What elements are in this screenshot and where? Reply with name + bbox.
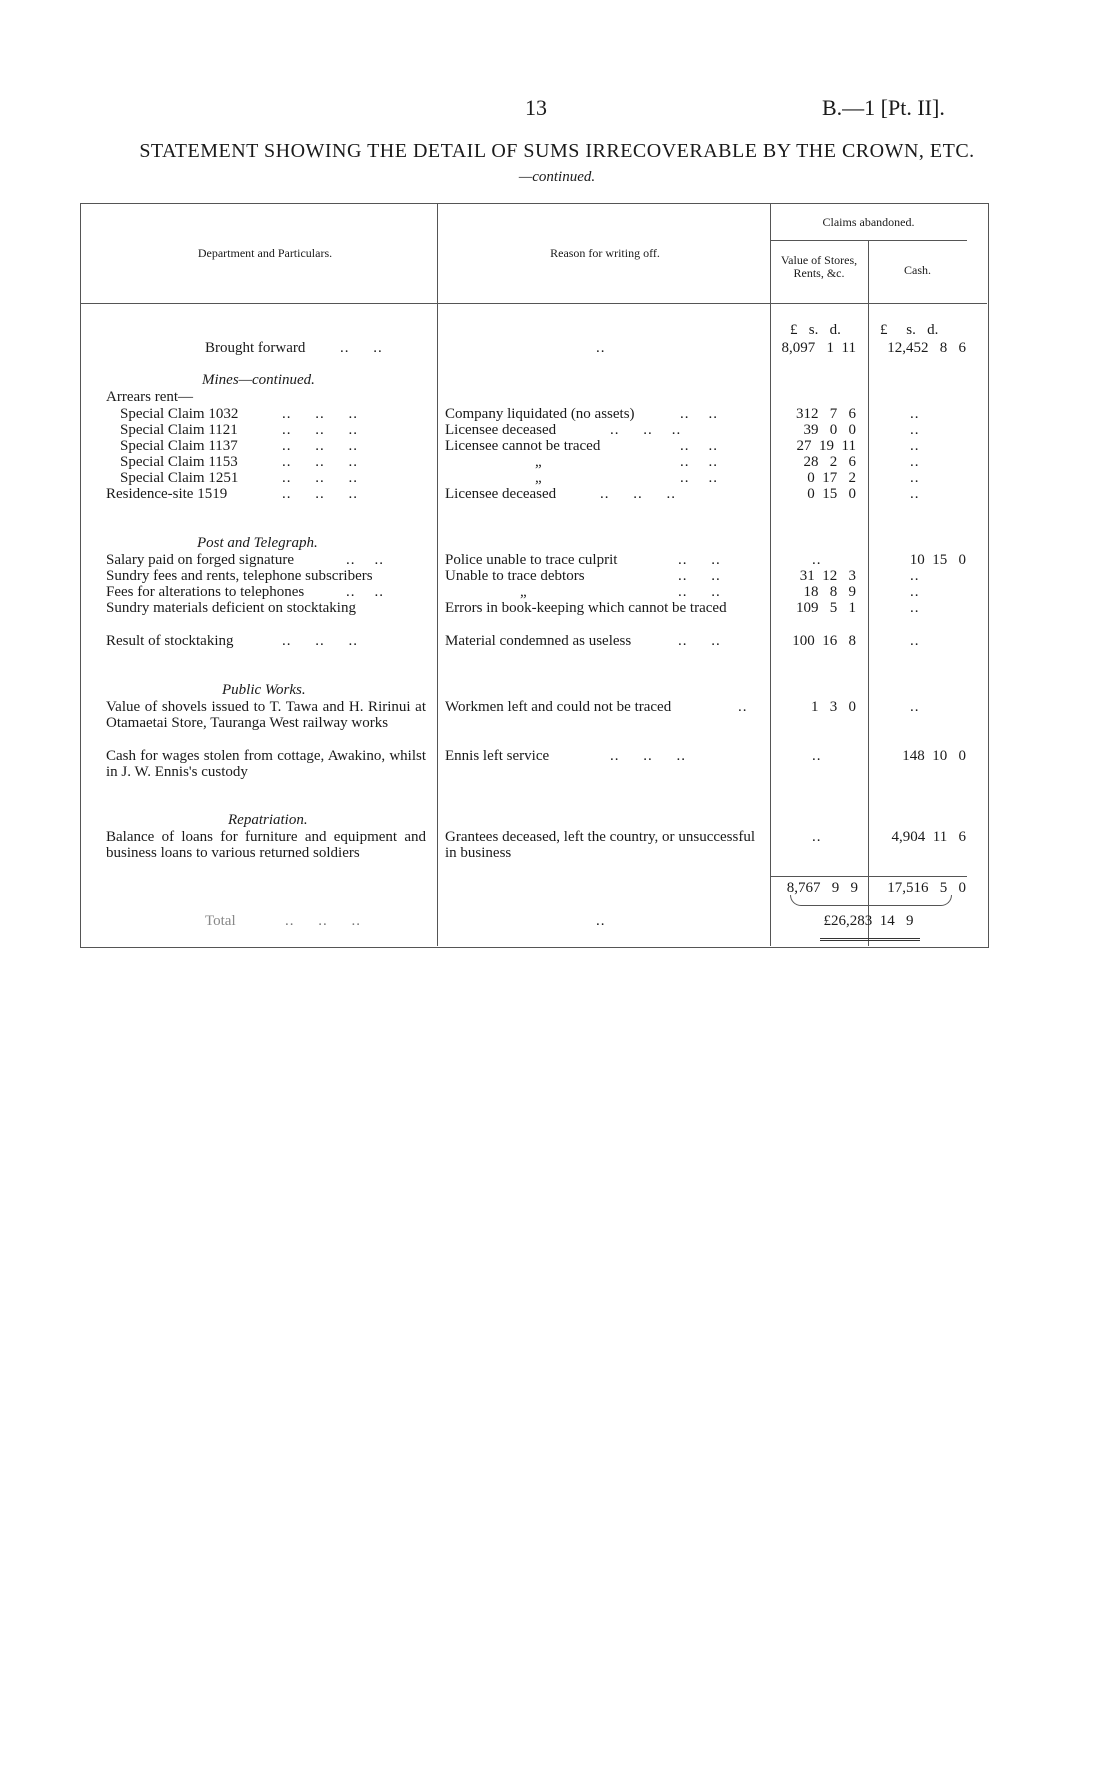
mines-subheading: Arrears rent— xyxy=(106,389,194,405)
table-row-stores: .. xyxy=(812,829,822,845)
table-row-cash: 10 15 0 xyxy=(909,552,966,568)
table-row-reason: Grantees deceased, left the country, or unsuccessful in business xyxy=(445,829,755,861)
header-divider xyxy=(80,303,987,304)
col-header-cash: Cash. xyxy=(904,263,931,277)
page-number: 13 xyxy=(525,95,547,120)
table-row-label: Result of stocktaking xyxy=(106,633,234,649)
table-row-reason: Licensee deceased xyxy=(445,422,557,438)
table-row-stores: 1 3 0 xyxy=(811,699,856,715)
units-stores: £ s. d. xyxy=(790,322,841,338)
subtotal-cash: 17,516 5 0 xyxy=(887,880,966,896)
table-row-stores: .. xyxy=(812,748,822,764)
table-row-stores: 0 15 0 xyxy=(807,486,856,502)
table-row-label: Special Claim 1121 xyxy=(120,422,238,438)
table-row-cash: .. xyxy=(910,600,920,616)
table-row-cash: .. xyxy=(910,406,920,422)
table-row-label: Special Claim 1251 xyxy=(120,470,239,486)
table-row-reason: Company liquidated (no assets) xyxy=(445,406,635,422)
table-row-cash: .. xyxy=(910,438,920,454)
table-row-stores: 109 5 1 xyxy=(796,600,856,616)
total-label: Total xyxy=(205,913,236,929)
col-header-dept: Department and Particulars. xyxy=(197,246,333,260)
col-header-claims: Claims abandoned. xyxy=(822,215,915,229)
table-row-label: Special Claim 1153 xyxy=(120,454,238,470)
table-row-cash: 148 10 0 xyxy=(902,748,966,764)
table-row-reason: Workmen left and could not be traced xyxy=(445,699,672,715)
table-row-reason: Licensee deceased xyxy=(445,486,557,502)
document-reference: B.—1 [Pt. II]. xyxy=(822,95,945,120)
brought-forward-label: Brought forward xyxy=(205,340,306,356)
table-row-label: Special Claim 1032 xyxy=(120,406,239,422)
table-row-cash: .. xyxy=(910,470,920,486)
table-row-reason: Police unable to trace culprit xyxy=(445,552,618,568)
table-row-reason: Material condemned as useless xyxy=(445,633,632,649)
table-row-cash: .. xyxy=(910,699,920,715)
table-row-stores: .. xyxy=(812,552,822,568)
subtotal-rule xyxy=(770,876,967,877)
table-row-stores: 312 7 6 xyxy=(796,406,856,422)
brought-forward-reason: .. xyxy=(596,340,606,356)
table-row-reason: Licensee cannot be traced xyxy=(445,438,601,454)
table-row-reason: Errors in book-keeping which cannot be traced xyxy=(445,600,727,616)
table-row-stores: 100 16 8 xyxy=(792,633,856,649)
total-brace xyxy=(790,895,952,906)
table-row-reason: „ xyxy=(520,584,527,600)
table-row-label: Value of shovels issued to T. Tawa and H. Ririnui at Otamaetai Store, Tauranga West railway works xyxy=(106,699,426,731)
brought-forward-cash: 12,452 8 6 xyxy=(887,340,966,356)
table-row-label: Residence-site 1519 xyxy=(106,486,228,502)
grand-total-rule xyxy=(820,938,920,941)
section-heading-works: Public Works. xyxy=(222,682,306,698)
subtotal-stores: 8,767 9 9 xyxy=(786,880,858,896)
table-row-reason: „ xyxy=(535,470,542,486)
section-heading-repatriation: Repatriation. xyxy=(228,812,308,828)
total-reason: .. xyxy=(596,913,606,929)
table-row-label: Fees for alterations to telephones xyxy=(106,584,305,600)
brought-forward-stores: 8,097 1 11 xyxy=(781,340,856,356)
table-row-stores: 39 0 0 xyxy=(803,422,856,438)
table-row-label: Special Claim 1137 xyxy=(120,438,238,454)
table-row-reason: Unable to trace debtors xyxy=(445,568,585,584)
table-row-cash: .. xyxy=(910,584,920,600)
table-row-reason: Ennis left service xyxy=(445,748,550,764)
units-cash: £ s. d. xyxy=(880,322,939,338)
table-row-label: Balance of loans for furniture and equipment and business loans to various returned soldiers xyxy=(106,829,426,861)
col-divider-1 xyxy=(437,203,438,946)
table-row-label: Salary paid on forged signature xyxy=(106,552,295,568)
page-title: STATEMENT SHOWING THE DETAIL OF SUMS IRRECOVERABLE BY THE CROWN, ETC. xyxy=(139,140,975,162)
table-row-cash: .. xyxy=(910,633,920,649)
col-header-reason: Reason for writing off. xyxy=(550,246,660,260)
table-row-label: Sundry fees and rents, telephone subscribers xyxy=(106,568,373,584)
table-row-stores: 18 8 9 xyxy=(803,584,856,600)
table-row-stores: 0 17 2 xyxy=(807,470,856,486)
col-header-stores: Value of Stores, Rents, &c. xyxy=(780,253,858,280)
table-row-label: Cash for wages stolen from cottage, Awakino, whilst in J. W. Ennis's custody xyxy=(106,748,426,780)
title-continued: —continued. xyxy=(518,169,596,185)
table-row-stores: 28 2 6 xyxy=(803,454,856,470)
table-row-cash: 4,904 11 6 xyxy=(891,829,966,845)
table-row-cash: .. xyxy=(910,454,920,470)
section-heading-mines: Mines—continued. xyxy=(202,372,315,388)
table-row-stores: 31 12 3 xyxy=(799,568,856,584)
table-row-cash: .. xyxy=(910,422,920,438)
table-row-stores: 27 19 11 xyxy=(796,438,856,454)
table-row-cash: .. xyxy=(910,486,920,502)
grand-total: £26,283 14 9 xyxy=(823,913,914,929)
section-heading-post: Post and Telegraph. xyxy=(197,535,318,551)
table-row-reason: „ xyxy=(535,454,542,470)
table-row-cash: .. xyxy=(910,568,920,584)
table-row-label: Sundry materials deficient on stocktaking xyxy=(106,600,356,616)
